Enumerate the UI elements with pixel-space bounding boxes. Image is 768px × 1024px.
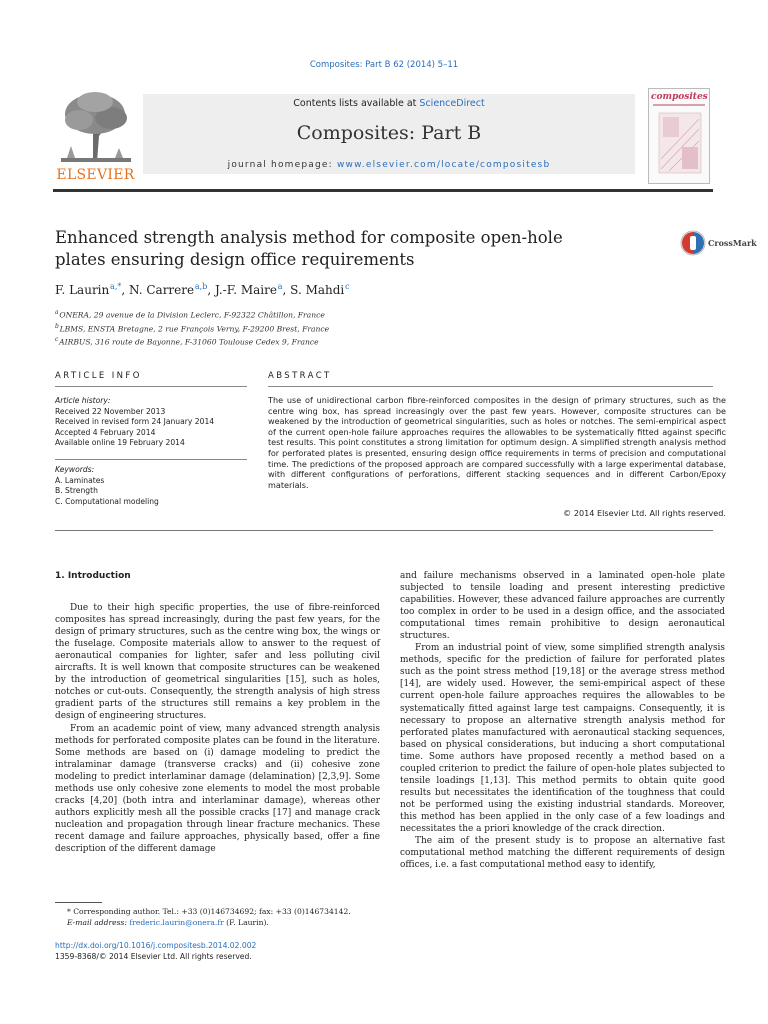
issn-line: 1359-8368/© 2014 Elsevier Ltd. All rights reserved. [55,951,252,961]
affiliation-list [55,307,329,348]
front-matter-rule [55,530,713,531]
affiliation: $^a$ ONERA, 29 avenue de la Division Leclerc, F-92322 Châtillon, France [55,309,325,320]
article-title: Enhanced strength analysis method for composite open-hole plates ensuring design office requirements [55,228,563,269]
author-name[interactable]: F. Laurin [55,283,110,297]
journal-cover-thumbnail[interactable] [648,88,710,184]
crossmark-badge[interactable] [680,230,760,260]
journal-name: Composites: Part B [296,122,482,144]
keyword[interactable]: A. Laminates [55,475,105,485]
affiliation: $^c$ AIRBUS, 316 route de Bayonne, F-31060 Toulouse Cedex 9, France [55,336,319,347]
email-note [67,917,351,928]
body-paragraph: and failure mechanisms observed in a laminated open-hole plate subjected to tensile loading and present interesting predictive capabilities. However, these advanced failure approaches are currently too complex in order to be used in a design office, and the associated computational times remain prohibitive to design aeronautical structures. [400,571,725,642]
article-info-heading: ARTICLE INFO [55,371,142,381]
history-entry: Available online 19 February 2014 [55,438,185,448]
body-paragraph: Due to their high specific properties, the use of fibre-reinforced composites has spread increasingly, during the past few years, for the design of primary structures, such as the centre wing box, the wings or the fuselage. Composite materials allow to answer to the request of aeronautical companies for lighter, safer and less polluting civil aircrafts. It is well known that composite structures can be weakened by the introduction of geometrical singularities [15], such as holes, notches or cut-outs. Consequently, the strength analysis of high stress gradient parts of the structures still remains a key problem in the design of engineering structures. [55,603,380,722]
running-head[interactable]: Composites: Part B 62 (2014) 5–11 [309,60,459,70]
contents-prefix: Contents lists available at [293,98,420,109]
footnotes [55,906,351,928]
body-paragraph: From an academic point of view, many advanced strength analysis methods for perforated composite plates can be found in the literature. Some methods are based on (i) damage modeling to predict the intralaminar damage (transverse cracks) and (ii) cohesive zone modeling to predict interlaminar damage (delamination) [2,3,9]. Some methods use only cohesive zone elements to model the most probable cracks [4,20] (both intra and interlaminar damage), whereas other authors explicitly mesh all the possible cracks [17] and manage crack nucleation and propagation through linear fracture mechanics. These recent damage and failure approaches, physically based, offer a fine description of the different damage [55,723,380,854]
body-paragraph: From an industrial point of view, some simplified strength analysis methods, specific for the prediction of failure for perforated plates such as the point stress method [19,18] or the average stress method [14], are widely used. However, the semi-empirical aspect of these current open-hole failure approaches requires the allowables to be systematically fitted against large test campaigns. Consequently, it is necessary to propose an alternative strength analysis method for perforated plates manufactured with aeronautical stacking sequences, based on physical considerations, but inducing a short computational time. Some authors have proposed recently a method based on a coupled criterion to predict the failure of open-hole plates subjected to tensile loadings [1,13]. This method permits to obtain quite good results but necessitates the identification of the toughness that could not be performed using the existing industrial standards. Moreover, this method has been applied in the only case of a few loadings and necessitates the a priori knowledge of the crack direction. [400,643,725,834]
author-list: F. Laurin $^{a,*}$, N. Carrere $^{a,b}$, J.-F. Maire $^a$, S. Mahdi $^c$ [55,282,350,297]
body-paragraph: The aim of the present study is to propose an alternative fast computational method matching the different requirements of design offices, i.e. a fast computational method easy to identify, [400,836,725,871]
author-affiliation-marker[interactable]: a,* [110,282,122,291]
crossmark-icon [680,230,706,256]
cover-graphic [649,89,709,183]
doi-block [55,941,256,962]
abstract-copyright: © 2014 Elsevier Ltd. All rights reserved. [563,508,726,518]
article-info-rule [55,386,247,387]
journal-homepage [143,160,635,170]
keywords-title: Keywords: [55,465,95,474]
section-heading: 1. Introduction [55,571,131,581]
author-affiliation-marker[interactable]: a [277,282,283,291]
abstract-heading: ABSTRACT [268,371,332,381]
author-affiliation-marker[interactable]: c [345,282,350,291]
history-title: Article history: [55,396,111,405]
corresponding-author-note: * Corresponding author. Tel.: +33 (0)146734692; fax: +33 (0)146734142. [67,907,351,916]
cover-title: composites [651,92,708,102]
history-entry: Received in revised form 24 January 2014 [55,417,215,427]
article-history [55,396,214,449]
footnote-rule [55,902,102,903]
sciencedirect-link[interactable]: ScienceDirect [419,98,485,109]
affiliation: $^b$ LBMS, ENSTA Bretagne, 2 rue François Verny, F-29200 Brest, France [55,322,330,334]
author-name[interactable]: S. Mahdi [290,283,345,297]
doi-link[interactable]: http://dx.doi.org/10.1016/j.compositesb.2014.02.002 [55,941,257,950]
history-entry: Accepted 4 February 2014 [55,427,156,437]
contents-line [143,98,635,109]
email-suffix: (F. Laurin). [223,918,269,927]
masthead-rule [53,189,713,192]
abstract-text: The use of unidirectional carbon fibre-reinforced composites in the design of primary structures, such as the centre wing box, has spread increasingly over the past few years. However, composite structures can be weakened by the introduction of geometrical singularities, such as holes or notches. The semi-empirical aspect of the current open-hole failure approaches requires the allowables to be systematically fitted against specific test results. This point constitutes a strong limitation for optimum design. A simplified strength analysis method for perforated plates is presented, ensuring design office requirements in terms of precision and computational time. The predictions of the proposed approach are compared successfully with a large experimental database, with different configurations of perforations, different stacking sequences and in different Carbon/Epoxy materials. [268,395,726,490]
journal-banner [143,94,635,174]
author-name[interactable]: J.-F. Maire [214,283,277,297]
keyword[interactable]: C. Computational modeling [55,496,159,506]
body-column-left [55,570,380,855]
crossmark-label: CrossMark [708,238,757,248]
author-name[interactable]: N. Carrere [129,283,195,297]
author-affiliation-marker[interactable]: a,b [194,282,208,291]
body-column-right [400,570,725,871]
keywords-rule [55,459,247,460]
email-label: E-mail address: [67,918,130,927]
homepage-link[interactable]: www.elsevier.com/locate/compositesb [336,160,551,170]
abstract-rule [268,386,713,387]
publisher-wordmark: ELSEVIER [56,167,135,183]
email-link[interactable]: frederic.laurin@onera.fr [129,918,224,927]
masthead [53,88,713,188]
history-entry: Received 22 November 2013 [55,406,166,416]
keywords [55,465,159,507]
homepage-prefix: journal homepage: [227,160,337,170]
keyword[interactable]: B. Strength [55,486,98,496]
